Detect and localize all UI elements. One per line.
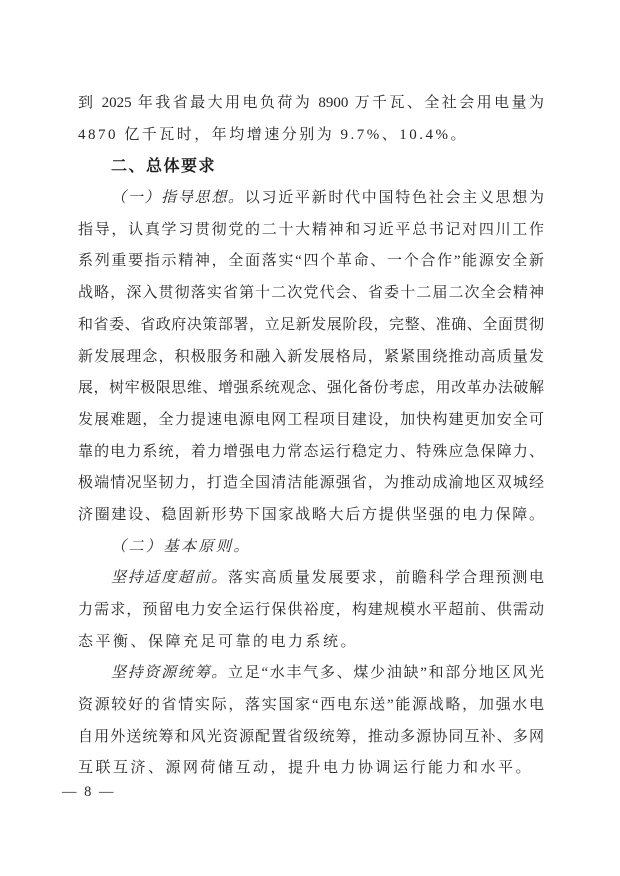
text-line: [78, 183, 544, 215]
paragraph-lead: 坚持适度超前。: [111, 570, 229, 587]
text-line: [78, 658, 544, 690]
body-text: [78, 88, 544, 785]
paragraph-lead-rest: 落实高质量发展要求，前瞻科学合理预测电: [228, 570, 544, 587]
text-line: 资源较好的省情实际，落实国家“西电东送”能源战略，加强水电: [78, 697, 544, 714]
paragraph-lead: （一）指导思想。: [111, 190, 245, 207]
text-line: 到 2025 年我省最大用电负荷为 8900 万千瓦、全社会用电量为: [78, 95, 544, 111]
paragraph-lead-rest: 立足“水丰气多、煤少油缺”和部分地区风光: [228, 665, 544, 682]
text-line: 系列重要指示精神，全面落实“四个革命、一个合作”能源安全新: [78, 253, 544, 270]
text-line: 发展难题，全力提速电源电网工程项目建设，加快构建更加安全可: [78, 411, 544, 428]
paragraph-lead-rest: 以习近平新时代中国特色社会主义思想为: [244, 190, 544, 207]
text-line: 和省委、省政府决策部署，立足新发展阶段，完整、准确、全面贯彻: [78, 316, 544, 333]
paragraph-lead: （二）基本原则。: [111, 538, 252, 555]
page-number: — 8 —: [62, 784, 116, 800]
text-line: [78, 563, 544, 595]
text-line: 互联互济、源网荷储互动，提升电力协调运行能力和水平。: [78, 760, 534, 777]
text-line: 靠的电力系统，着力增强电力常态运行稳定力、特殊应急保障力、: [78, 443, 544, 460]
text-line: 济圈建设、稳固新形势下国家战略大后方提供坚强的电力保障。: [78, 506, 544, 523]
text-line: 态平衡、保障充足可靠的电力系统。: [78, 633, 359, 650]
text-line: 展，树牢极限思维、增强系统观念、强化备份考虑，用改革办法破解: [78, 380, 544, 397]
text-line: 力需求，预留电力安全运行保供裕度，构建规模水平超前、供需动: [78, 602, 544, 618]
text-line: 指导，认真学习贯彻党的二十大精神和习近平总书记对四川工作: [78, 221, 544, 238]
text-line: 自用外送统筹和风光资源配置省级统筹，推动多源协同互补、多网: [78, 728, 544, 745]
text-line: 4870 亿千瓦时，年均增速分别为 9.7%、10.4%。: [78, 126, 468, 143]
paragraph-lead: 坚持资源统筹。: [111, 665, 229, 682]
text-line: 极端情况坚韧力，打造全国清洁能源强省，为推动成渝地区双城经: [78, 475, 544, 492]
section-heading: 二、总体要求: [111, 158, 217, 176]
text-line: [78, 532, 544, 564]
text-line: 新发展理念，积极服务和融入新发展格局，紧紧围绕推动高质量发: [78, 348, 544, 365]
text-line: 战略，深入贯彻落实省第十二次党代会、省委十二届二次全会精神: [78, 285, 544, 302]
